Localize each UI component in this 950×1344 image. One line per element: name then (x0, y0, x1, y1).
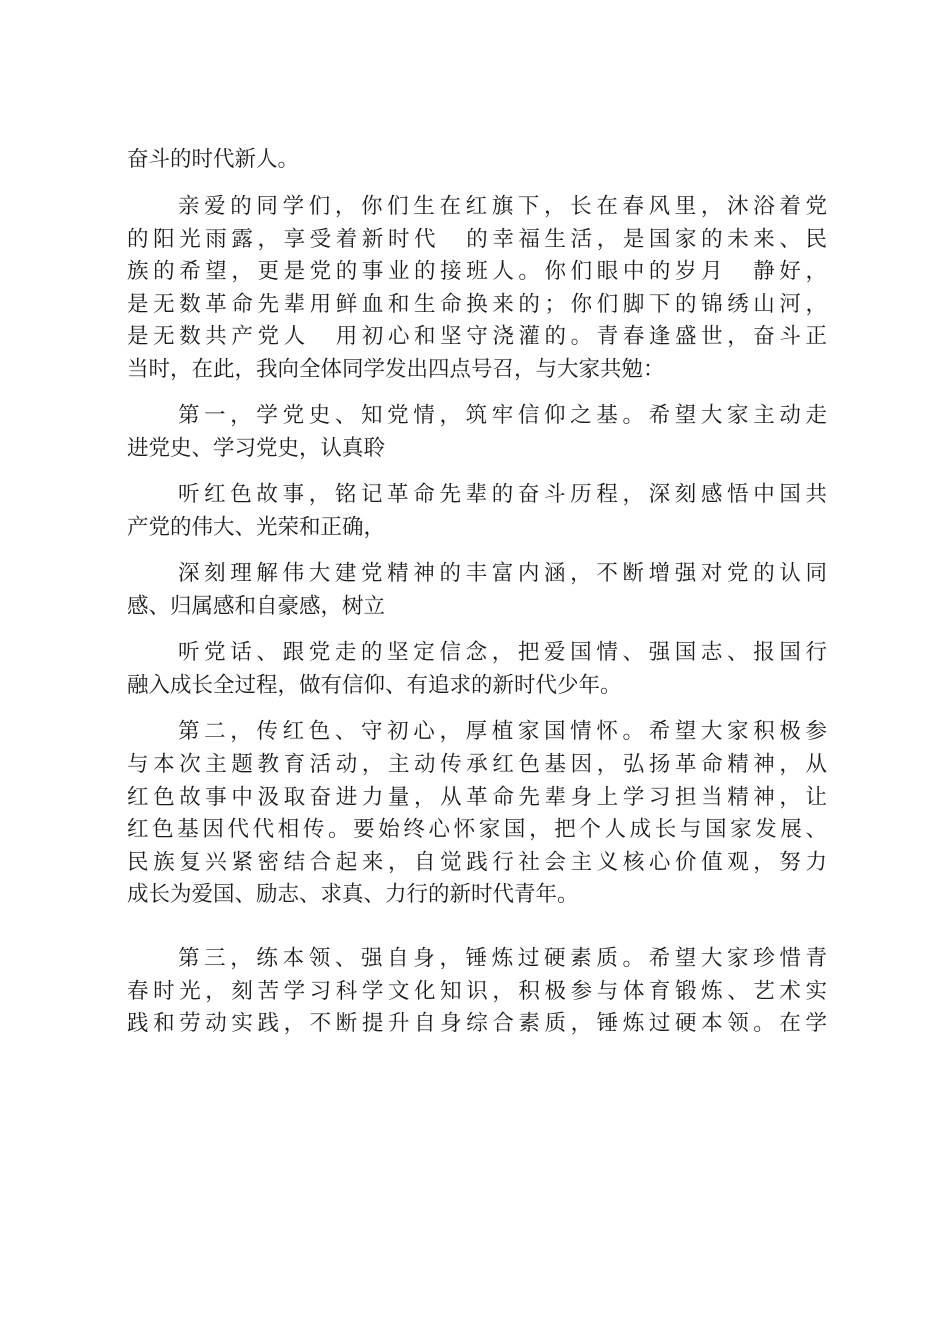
text-line: 当时，在此，我向全体同学发出四点号召，与大家共勉： (127, 357, 665, 382)
text-line: 民族复兴紧密结合起来，自觉践行社会主义核心价值观，努力 (127, 850, 827, 875)
text-line: 践和劳动实践，不断提升自身综合素质，锤炼过硬本领。在学 (127, 1011, 827, 1036)
text-line: 第二，传红色、守初心，厚植家国情怀。希望大家积极参 (178, 719, 827, 744)
text-line: 听党话、跟党走的坚定信念，把爱国情、强国志、报国行 (178, 640, 827, 665)
text-line: 红色基因代代相传。要始终心怀家国，把个人成长与国家发展、 (127, 817, 827, 842)
text-line: 亲爱的同学们，你们生在红旗下，长在春风里，沐浴着党 (178, 194, 827, 219)
text-line: 进党史、学习党史，认真聆 (127, 436, 386, 461)
text-line: 红色故事中汲取奋进力量，从革命先辈身上学习担当精神，让 (127, 785, 827, 810)
text-line: 听红色故事，铭记革命先辈的奋斗历程，深刻感悟中国共 (178, 482, 827, 507)
text-line: 是无数革命先辈用鲜血和生命换来的；你们脚下的锦绣山河， (127, 292, 827, 317)
text-line: 的阳光雨露，享受着新时代 的幸福生活，是国家的未来、民 (127, 227, 827, 252)
text-line: 第三，练本领、强自身，锤炼过硬素质。希望大家珍惜青 (178, 946, 827, 971)
text-line: 成长为爱国、励志、求真、力行的新时代青年。 (127, 882, 579, 907)
text-line: 是无数共产党人 用初心和坚守浇灌的。青春逢盛世，奋斗正 (127, 324, 827, 349)
text-line: 深刻理解伟大建党精神的丰富内涵，不断增强对党的认同 (178, 561, 827, 586)
text-line: 产党的伟大、光荣和正确， (127, 515, 386, 540)
text-line: 融入成长全过程，做有信仰、有追求的新时代少年。 (127, 673, 622, 698)
text-line: 族的希望，更是党的事业的接班人。你们眼中的岁月 静好， (127, 259, 827, 284)
text-line: 春时光，刻苦学习科学文化知识，积极参与体育锻炼、艺术实 (127, 979, 827, 1004)
text-line: 与本次主题教育活动，主动传承红色基因，弘扬革命精神，从 (127, 752, 827, 777)
text-line: 第一，学党史、知党情，筑牢信仰之基。希望大家主动走 (178, 403, 827, 428)
text-line: 感、归属感和自豪感，树立 (127, 594, 386, 619)
text-line: 奋斗的时代新人。 (127, 147, 300, 172)
